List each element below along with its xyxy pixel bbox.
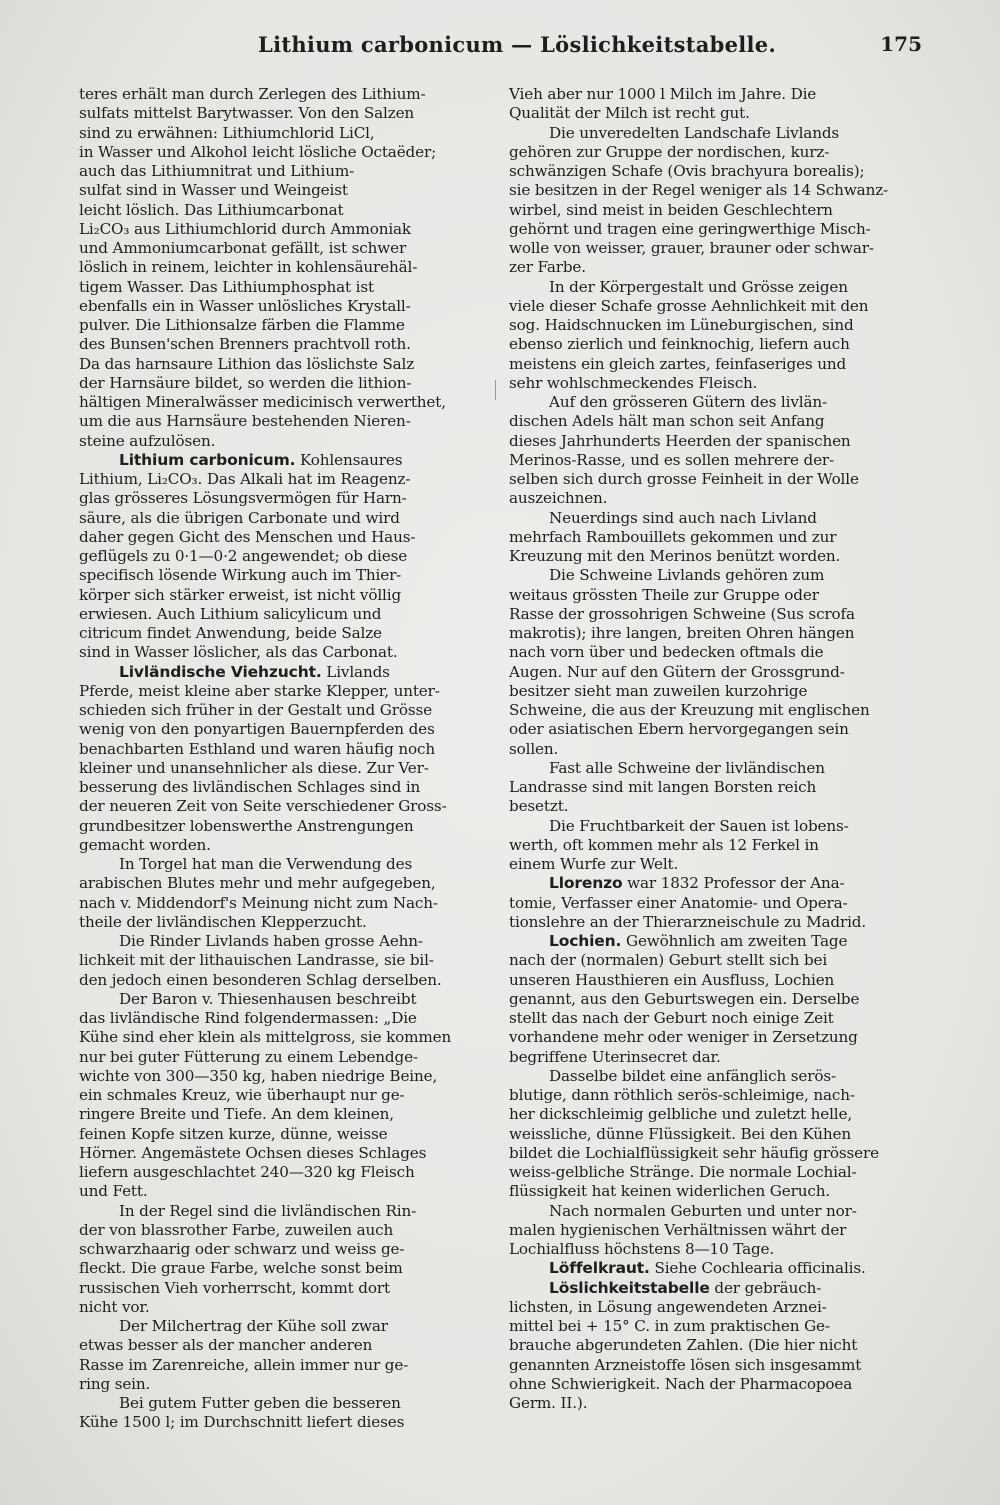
right-column [509, 85, 913, 1413]
paragraph-fast-alle: Fast alle Schweine der livländischen Landrasse sind mit langen Borsten reich besetzt. [509, 758, 825, 816]
headword-llorenzo: Llorenzo [549, 874, 623, 893]
entry-livlaendische-viehzucht [79, 663, 486, 856]
running-title: Lithium carbonicum — Löslichkeitstabelle. [258, 32, 777, 57]
paragraph-fruchtbarkeit: Die Fruchtbarkeit der Sauen ist lobens- werth, oft kommen mehr als 12 Ferkel in einem Wurfe zur Welt. [509, 816, 849, 873]
paragraph-torgel: In Torgel hat man die Verwendung des arabischen Blutes mehr und mehr aufgegeben, nach v. Middendorf's Meinung nicht zum Nach- theile der livländischen Klepperzucht. [79, 855, 438, 931]
paragraph-gueter: Auf den grösseren Gütern des livlän- dischen Adels hält man schon seit Anfang dieses Jahrhunderts Heerden der spanischen Merinos-Rasse, und es sollen mehrere der- selben sich durch grosse Feinheit in der Wolle auszeichnen. [509, 393, 859, 508]
paragraph-futter: Bei gutem Futter geben die besseren Kühe 1500 l; im Durchschnitt liefert dieses [79, 1394, 405, 1432]
entry-text: Siehe Cochlearia officinalis. [649, 1259, 866, 1278]
paragraph-milchertrag: Der Milchertrag der Kühe soll zwar etwas besser als der mancher anderen Rasse im Zarenreiche, allein immer nur ge- ring sein. [79, 1317, 409, 1393]
headword-loeslichkeitstabelle: Löslichkeitstabelle [549, 1278, 710, 1297]
entry-text: Livlands Pferde, meist kleine aber starke Klepper, unter- schieden sich früher in der Gestalt und Grösse wenig von den ponyartigen Bauernpferden des benachbarten Esthland und waren häufig noch kleiner und unansehnlicher als diese. Zur Ver- besserung des livländischen Schlages sind in der neueren Zeit von Seite verschiedener Gross- grundbesitzer lobenswerthe Anstrengungen gemacht worden. [79, 662, 447, 854]
column-divider [495, 380, 496, 400]
left-column [79, 85, 486, 1433]
paragraph-dasselbe: Dasselbe bildet eine anfänglich serös- blutige, dann röthlich serös-schleimige, nach- her dickschleimig gelbliche und zuletzt helle, weissliche, dünne Flüssigkeit. Bei den Kühen bildet die Lochialflüssigkeit sehr häufig grössere weiss-gelbliche Stränge. Die normale Lochial- flüssigkeit hat keinen widerlichen Geruch. [509, 1066, 879, 1201]
paragraph-rinder: Die Rinder Livlands haben grosse Aehn- lichkeit mit der lithauischen Landrasse, sie bil- den jedoch einen besonderen Schlag derselben. [79, 932, 442, 989]
headword-livlaendische-viehzucht: Livländische Viehzucht. [119, 662, 322, 681]
entry-loeslichkeitstabelle [509, 1279, 913, 1414]
paragraph-schweine: Die Schweine Livlands gehören zum weitaus grössten Theile zur Gruppe oder Rasse der grossohrigen Schweine (Sus scrofa makrotis); ihre langen, breiten Ohren hängen nach vorn über und bedecken oftmals die Augen. Nur auf den Gütern der Grossgrund- besitzer sieht man zuweilen kurzohrige Schweine, die aus der Kreuzung mit englischen oder asiatischen Ebern hervorgegangen sein sollen. [509, 566, 870, 758]
headword-lithium-carbonicum: Lithium carbonicum. [119, 450, 296, 469]
paragraph-lithium-salts: teres erhält man durch Zerlegen des Lithium- sulfats mittelst Barytwasser. Von den Salzen sind zu erwähnen: Lithiumchlorid LiCl, in Wasser und Alkohol leicht lösliche Octaëder; auch das Lithiumnitrat und Lithium- sulfat sind in Wasser und Weingeist leicht löslich. Das Lithiumcarbonat Li₂CO₃ aus Lithiumchlorid durch Ammoniak und Ammoniumcarbonat gefällt, ist schwer löslich in reinem, leichter in kohlensäurehäl- tigem Wasser. Das Lithiumphosphat ist ebenfalls ein in Wasser unlösliches Krystall- pulver. Die Lithionsalze färben die Flamme des Bunsen'schen Brenners prachtvoll roth. Da das harnsaure Lithion das löslichste Salz der Harnsäure bildet, so werden die lithion- hältigen Mineralwässer medicinisch verwerthet, um die aus Harnsäure bestehenden Nieren- steine aufzulösen. [79, 85, 446, 450]
entry-text: Gewöhnlich am zweiten Tage nach der (normalen) Geburt stellt sich bei unseren Hausthieren ein Ausfluss, Lochien genannt, aus den Geburtswegen ein. Derselbe stellt das nach der Geburt noch einige Zeit vorhandene mehr oder weniger in Zersetzung begriffene Uterinsecret dar. [509, 932, 860, 1066]
entry-text: Kohlensaures Lithium, Li₂CO₃. Das Alkali hat im Reagenz- glas grösseres Lösungsvermögen für Harn- säure, als die übrigen Carbonate und wird daher gegen Gicht des Menschen und Haus- geflügels zu 0·1—0·2 angewendet; ob diese specifisch lösende Wirkung auch im Thier- körper sich stärker erweist, ist nicht völlig erwiesen. Auch Lithium salicylicum und citricum findet Anwendung, beide Salze sind in Wasser löslicher, als das Carbonat. [79, 450, 416, 662]
entry-text: war 1832 Professor der Ana- tomie, Verfasser einer Anatomie- und Opera- tionslehre an der Thierarzneischule zu Madrid. [509, 874, 867, 931]
entry-loeffelkraut [509, 1259, 913, 1278]
paragraph-nach-normalen: Nach normalen Geburten und unter nor- malen hygienischen Verhältnissen währt der Lochialfluss höchstens 8—10 Tage. [509, 1201, 857, 1258]
headword-loeffelkraut: Löffelkraut. [549, 1259, 650, 1278]
paragraph-neuerdings: Neuerdings sind auch nach Livland mehrfach Rambouillets gekommen und zur Kreuzung mit den Merinos benützt worden. [509, 508, 841, 565]
page-header [0, 30, 1000, 64]
paragraph-koerpergestalt: In der Körpergestalt und Grösse zeigen viele dieser Schafe grosse Aehnlichkeit mit den sog. Haidschnucken im Lüneburgischen, sind ebenso zierlich und feinknochig, liefern auch meistens ein gleich zartes, feinfaseriges und sehr wohlschmeckendes Fleisch. [509, 277, 869, 392]
paragraph-landschafe: Die unveredelten Landschafe Livlands gehören zur Gruppe der nordischen, kurz- schwänzigen Schafe (Ovis brachyura borealis); sie besitzen in der Regel weniger als 14 Schwanz- wirbel, sind meist in beiden Geschlechtern gehörnt und tragen eine geringwerthige Misch- wolle von weisser, grauer, brauner oder schwar- zer Farbe. [509, 123, 889, 277]
entry-llorenzo [509, 874, 913, 932]
paragraph-baron: Der Baron v. Thiesenhausen beschreibt das livländische Rind folgendermassen: „Die Kühe sind eher klein als mittelgross, sie kommen nur bei guter Fütterung zu einem Lebendge- wichte von 300—350 kg, haben niedrige Beine, ein schmales Kreuz, wie überhaupt nur ge- ringere Breite und Tiefe. An dem kleinen, feinen Kopfe sitzen kurze, dünne, weisse Hörner. Angemästete Ochsen dieses Schlages liefern ausgeschlachtet 240—320 kg Fleisch und Fett. [79, 989, 452, 1201]
page-number: 175 [880, 32, 922, 56]
paragraph-vieh: Vieh aber nur 1000 l Milch im Jahre. Die Qualität der Milch ist recht gut. [509, 85, 817, 123]
entry-text: der gebräuch- lichsten, in Lösung angewendeten Arznei- mittel bei + 15° C. in zum praktischen Ge- brauche abgerundeten Zahlen. (Die hier nicht genannten Arzneistoffe lösen sich insgesammt ohne Schwierigkeit. Nach der Pharmacopoea Germ. II.). [509, 1278, 862, 1412]
entry-lithium-carbonicum [79, 451, 486, 663]
entry-lochien [509, 932, 913, 1067]
headword-lochien: Lochien. [549, 932, 622, 950]
paragraph-regel: In der Regel sind die livländischen Rin- der von blassrother Farbe, zuweilen auch schwarzhaarig oder schwarz und weiss ge- fleckt. Die graue Farbe, welche sonst beim russischen Vieh vorherrscht, kommt dort nicht vor. [79, 1201, 417, 1316]
